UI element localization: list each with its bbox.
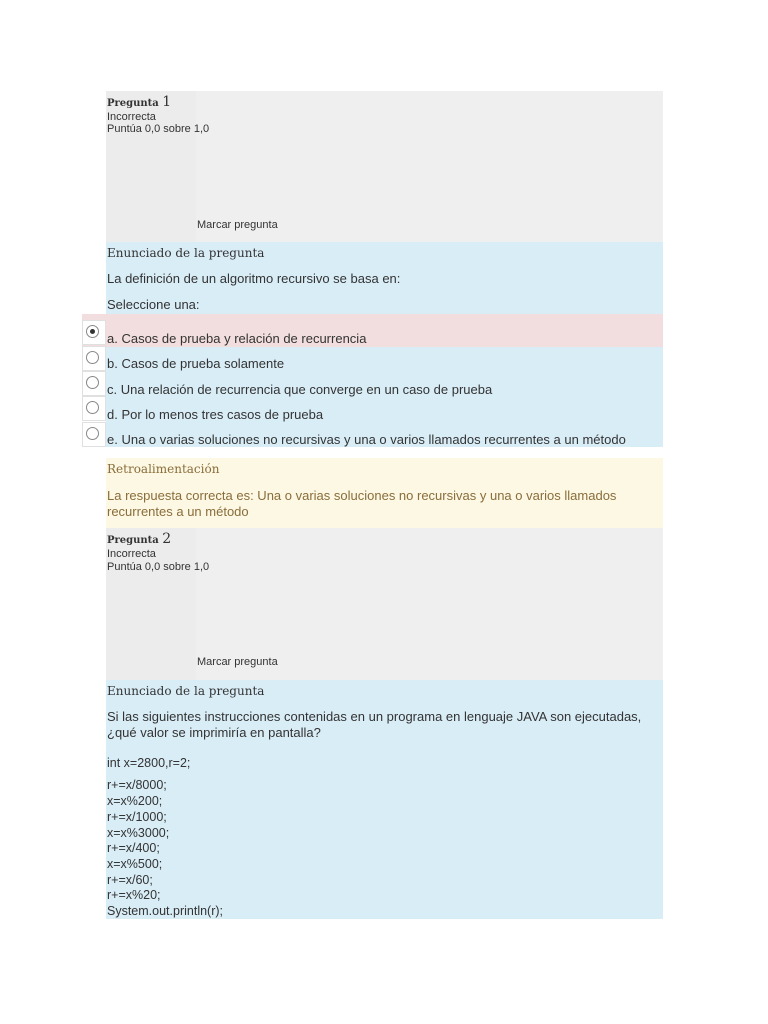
code-line: System.out.println(r); [107, 904, 224, 918]
answer-b-radio[interactable] [86, 351, 99, 364]
question-2-text-line-2: ¿qué valor se imprimiría en pantalla? [107, 725, 321, 740]
code-line: r+=x/60; [107, 873, 153, 887]
question-2-flag-link[interactable]: Marcar pregunta [197, 656, 278, 668]
answer-c-radio[interactable] [86, 376, 99, 389]
question-1-heading: Enunciado de la pregunta [107, 246, 265, 260]
question-1-flag-link[interactable]: Marcar pregunta [197, 219, 278, 231]
answer-c-label[interactable]: c. Una relación de recurrencia que converge en un caso de prueba [107, 382, 493, 397]
answer-d-radio[interactable] [86, 401, 99, 414]
question-2-info [106, 528, 663, 680]
code-line: x=x%500; [107, 857, 163, 871]
answer-d-label[interactable]: d. Por lo menos tres casos de prueba [107, 407, 324, 422]
question-2-score: Puntúa 0,0 sobre 1,0 [107, 561, 210, 573]
answer-b-label[interactable]: b. Casos de prueba solamente [107, 356, 285, 371]
code-line: r+=x/1000; [107, 810, 167, 824]
question-2-number: Pregunta 2 [107, 531, 172, 547]
question-1-text: La definición de un algoritmo recursivo se basa en: [107, 271, 401, 286]
question-1-info [106, 91, 663, 242]
question-2-status: Incorrecta [107, 548, 156, 560]
answer-a-label[interactable]: a. Casos de prueba y relación de recurrencia [107, 331, 367, 346]
code-line: x=x%200; [107, 794, 163, 808]
question-2-text-line-1: Si las siguientes instrucciones contenidas en un programa en lenguaje JAVA son ejecutadas, [107, 709, 642, 724]
code-line-declaration: int x=2800,r=2; [107, 756, 191, 770]
question-2-heading: Enunciado de la pregunta [107, 684, 265, 698]
question-1-status: Incorrecta [107, 111, 156, 123]
question-1-select-prompt: Seleccione una: [107, 297, 200, 312]
feedback-text-line-2: recurrentes a un método [107, 504, 249, 519]
code-line: x=x%3000; [107, 826, 170, 840]
answer-e-label[interactable]: e. Una o varias soluciones no recursivas y una o varios llamados recurrentes a un método [107, 432, 626, 447]
code-line: r+=x/8000; [107, 778, 167, 792]
question-1-score: Puntúa 0,0 sobre 1,0 [107, 123, 210, 135]
code-line: r+=x/400; [107, 841, 160, 855]
answer-e-radio[interactable] [86, 427, 99, 440]
question-1-number: Pregunta 1 [107, 94, 172, 110]
feedback-heading: Retroalimentación [107, 462, 220, 476]
feedback-text-line-1: La respuesta correcta es: Una o varias soluciones no recursivas y una o varios llamados [107, 488, 617, 503]
code-line: r+=x%20; [107, 888, 161, 902]
answer-a-radio[interactable] [86, 325, 99, 338]
